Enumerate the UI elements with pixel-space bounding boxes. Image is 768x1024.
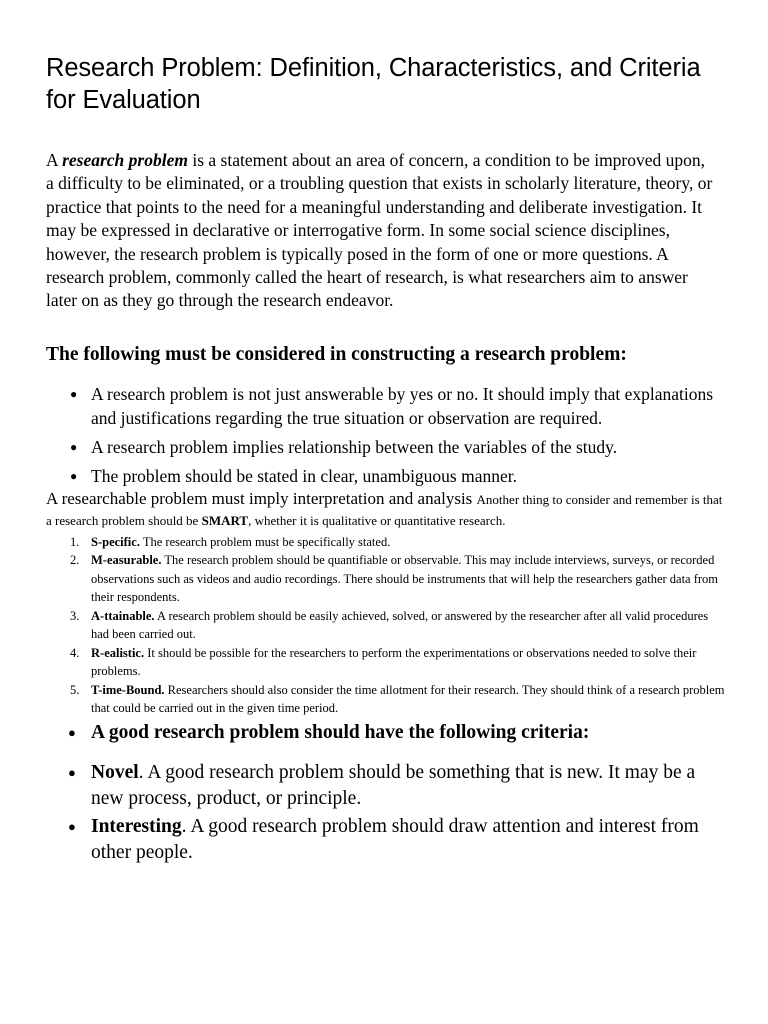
list-item: ● A research problem is not just answerable by yes or no. It should imply that explanations and justifications regarding the true situation or observation are required. [46,382,726,430]
criteria-text: . A good research problem should be something that is new. It may be a new process, product, or principle. [91,761,696,810]
list-item [46,607,726,644]
intro-lead: A [46,150,63,170]
criteria-text: . A good research problem should draw attention and interest from other people. [91,815,699,864]
criteria-term: Novel [91,761,139,783]
intro-term: research problem [62,150,188,170]
list-item [46,681,726,718]
page-title: Research Problem: Definition, Characteristics, and Criteria for Evaluation [46,54,701,114]
list-item [46,814,721,867]
list-number: 2. [70,553,80,568]
list-item: ● A research problem implies relationship between the variables of the study. [46,435,726,459]
list-item [46,551,726,607]
criteria-list [46,760,726,867]
smart-keyword: SMART [201,512,249,528]
list-term: T-ime-Bound. [91,682,165,697]
list-text: The research problem must be specifically stated. [139,534,391,549]
intro-body: is a statement about an area of concern, a condition to be improved upon, a difficulty to be eliminated, or a troubling question that exists in scholarly literature, theory, or practice that points to the need for a meaningful understanding and deliberate investigation. It may be expressed in declarative or interrogative form. In some social science disciplines, however, the research problem is typically posed in the form of one or more questions. A research problem, commonly called the heart of research, is what researchers aim to answer later on as they go through the research endeavor. [46,150,713,311]
list-item [46,533,726,552]
criteria-term: Interesting [91,815,182,837]
list-text: The research problem should be quantifiable or observable. This may include interviews, surveys, or recorded observations such as videos and audio recordings. There should be instruments that will help the researchers gather data from their respondents. [91,553,719,605]
list-term: M-easurable. [91,553,162,568]
list-text: A research problem should be easily achieved, solved, or answered by the researcher after all valid procedures had been carried out. [91,608,709,642]
list-term: R-ealistic. [91,645,145,660]
smart-lead-small-text-end: , whether it is qualitative or quantitative research. [248,512,506,528]
list-number: 4. [70,645,80,660]
intro-paragraph [46,149,716,313]
list-term: A-ttainable. [91,608,155,623]
smart-lead-small-text: Another thing to consider and remember is that a research problem should be [46,491,723,528]
smart-intro [46,489,726,531]
list-item [46,760,721,813]
list-number: 3. [70,608,80,623]
criteria-heading: ● A good research problem should have the following criteria: [46,720,726,746]
document-page [46,52,726,868]
list-number: 5. [70,682,80,697]
list-number: 1. [70,534,80,549]
smart-lead-large: A researchable problem must imply interpretation and analysis [46,488,477,508]
considerations-list [46,382,726,488]
list-text: It should be possible for the researchers to perform the experimentations or observations needed to solve their problems. [91,645,697,679]
smart-list [46,533,726,718]
list-item [46,644,726,681]
list-term: S-pecific. [91,534,140,549]
considerations-heading: The following must be considered in constructing a research problem: [46,343,627,365]
list-text: Researchers should also consider the time allotment for their research. They should think of a research problem that could be carried out in the given time period. [91,682,725,716]
list-item: ● The problem should be stated in clear, unambiguous manner. [46,464,726,488]
